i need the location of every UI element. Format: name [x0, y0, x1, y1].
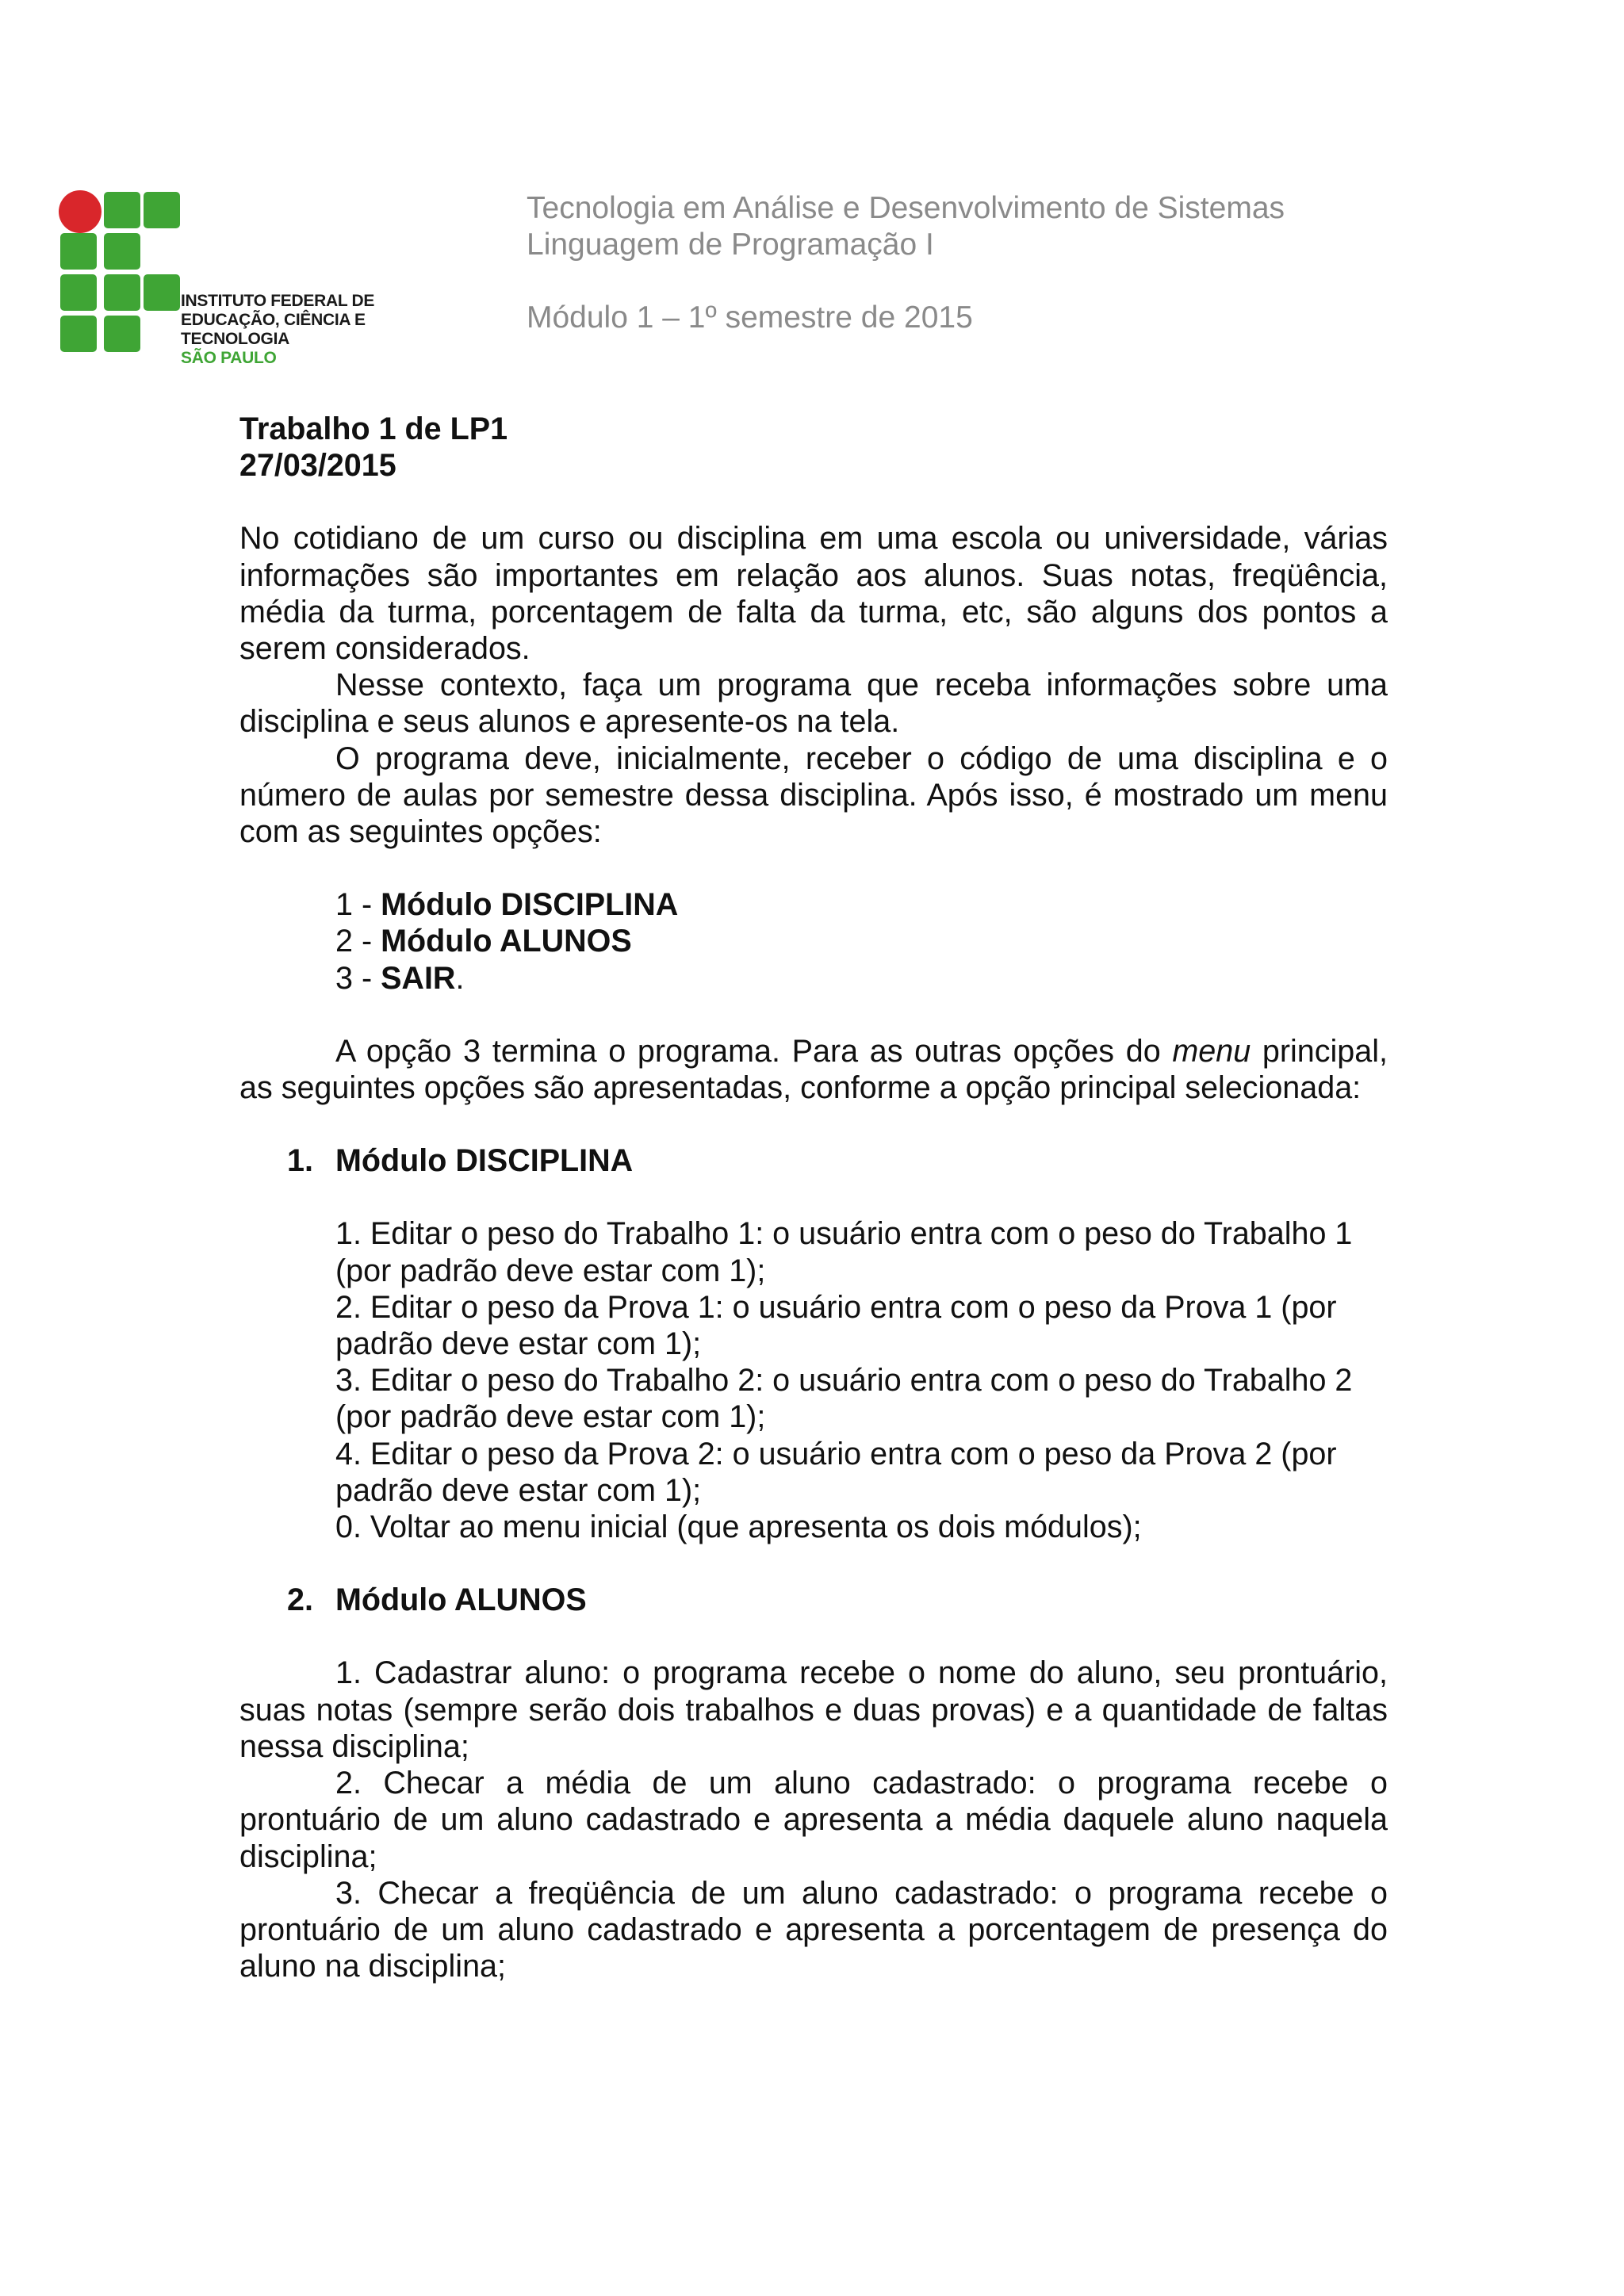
section-alunos-title: 2. Módulo ALUNOS: [287, 1582, 587, 1618]
logo-square: [60, 316, 97, 352]
list-item: 1. Cadastrar aluno: o programa recebe o nome do aluno, seu prontuário, suas notas (sempre serão dois trabalhos e duas provas) e a quantidade de faltas nessa disciplina;: [239, 1655, 1388, 1764]
list-item: 3. Checar a freqüência de um aluno cadastrado: o programa recebe o prontuário de um aluno cadastrado e apresenta a porcentagem de presença do aluno na disciplina;: [239, 1875, 1388, 1984]
module-semester: Módulo 1 – 1º semestre de 2015: [527, 300, 973, 335]
institute-logo: [60, 192, 473, 367]
list-item: 2. Checar a média de um aluno cadastrado: o programa recebe o prontuário de um aluno cadastrado e apresenta a média daquele aluno naquela disciplina;: [239, 1766, 1388, 1874]
paragraph-program: O programa deve, inicialmente, receber o código de uma disciplina e o número de aulas por semestre dessa disciplina. Após isso, é mostrado um menu com as seguintes opções:: [239, 740, 1388, 850]
document-date: 27/03/2015: [239, 448, 396, 484]
logo-square: [104, 192, 140, 228]
menu-item: 2 - Módulo ALUNOS: [335, 924, 632, 959]
paragraph-intro: No cotidiano de um curso ou disciplina em uma escola ou universidade, várias informações são importantes em relação aos alunos. Suas notas, freqüência, média da turma, porcentagem de falta da turma, etc, são alguns dos pontos a serem considerados.: [239, 521, 1388, 667]
logo-square: [60, 274, 97, 311]
logo-line-3: SÃO PAULO: [181, 349, 277, 367]
logo-square: [104, 316, 140, 352]
menu-item: 1 - Módulo DISCIPLINA: [335, 887, 679, 923]
subject-name: Linguagem de Programação I: [527, 228, 934, 262]
list-item: 1. Editar o peso do Trabalho 1: o usuário entra com o peso do Trabalho 1 (por padrão deve estar com 1);: [335, 1216, 1353, 1288]
logo-line-2: EDUCAÇÃO, CIÊNCIA E TECNOLOGIA: [181, 311, 366, 348]
section-disciplina-list: [335, 1215, 1388, 1545]
logo-square: [60, 233, 97, 270]
section-disciplina-title: 1. Módulo DISCIPLINA: [287, 1143, 634, 1179]
logo-square: [104, 274, 140, 311]
paragraph-context: Nesse contexto, faça um programa que receba informações sobre uma disciplina e seus alunos e apresente-os na tela.: [239, 668, 1388, 740]
list-item: 2. Editar o peso da Prova 1: o usuário entra com o peso da Prova 1 (por padrão deve estar com 1);: [335, 1289, 1337, 1362]
list-item: 3. Editar o peso do Trabalho 2: o usuário entra com o peso do Trabalho 2 (por padrão deve estar com 1);: [335, 1363, 1353, 1435]
document-title: Trabalho 1 de LP1: [239, 411, 508, 446]
logo-line-1: INSTITUTO FEDERAL DE: [181, 292, 375, 310]
menu-item: 3 - SAIR.: [335, 960, 465, 996]
logo-wordmark: [181, 292, 473, 368]
logo-square: [144, 274, 180, 311]
main-menu-list: [335, 886, 1388, 997]
document-body: [239, 411, 1388, 1984]
document-header: [527, 190, 1285, 336]
logo-square: [104, 233, 140, 270]
list-item: 4. Editar o peso da Prova 2: o usuário entra com o peso da Prova 2 (por padrão deve estar com 1);: [335, 1436, 1337, 1508]
logo-square: [144, 192, 180, 228]
logo-red-circle: [59, 190, 102, 233]
list-item: 0. Voltar ao menu inicial (que apresenta os dois módulos);: [335, 1510, 1142, 1545]
paragraph-options: A opção 3 termina o programa. Para as outras opções do menu principal, as seguintes opções são apresentadas, conforme a opção principal selecionada:: [239, 1033, 1388, 1106]
course-name: Tecnologia em Análise e Desenvolvimento de Sistemas: [527, 191, 1285, 225]
